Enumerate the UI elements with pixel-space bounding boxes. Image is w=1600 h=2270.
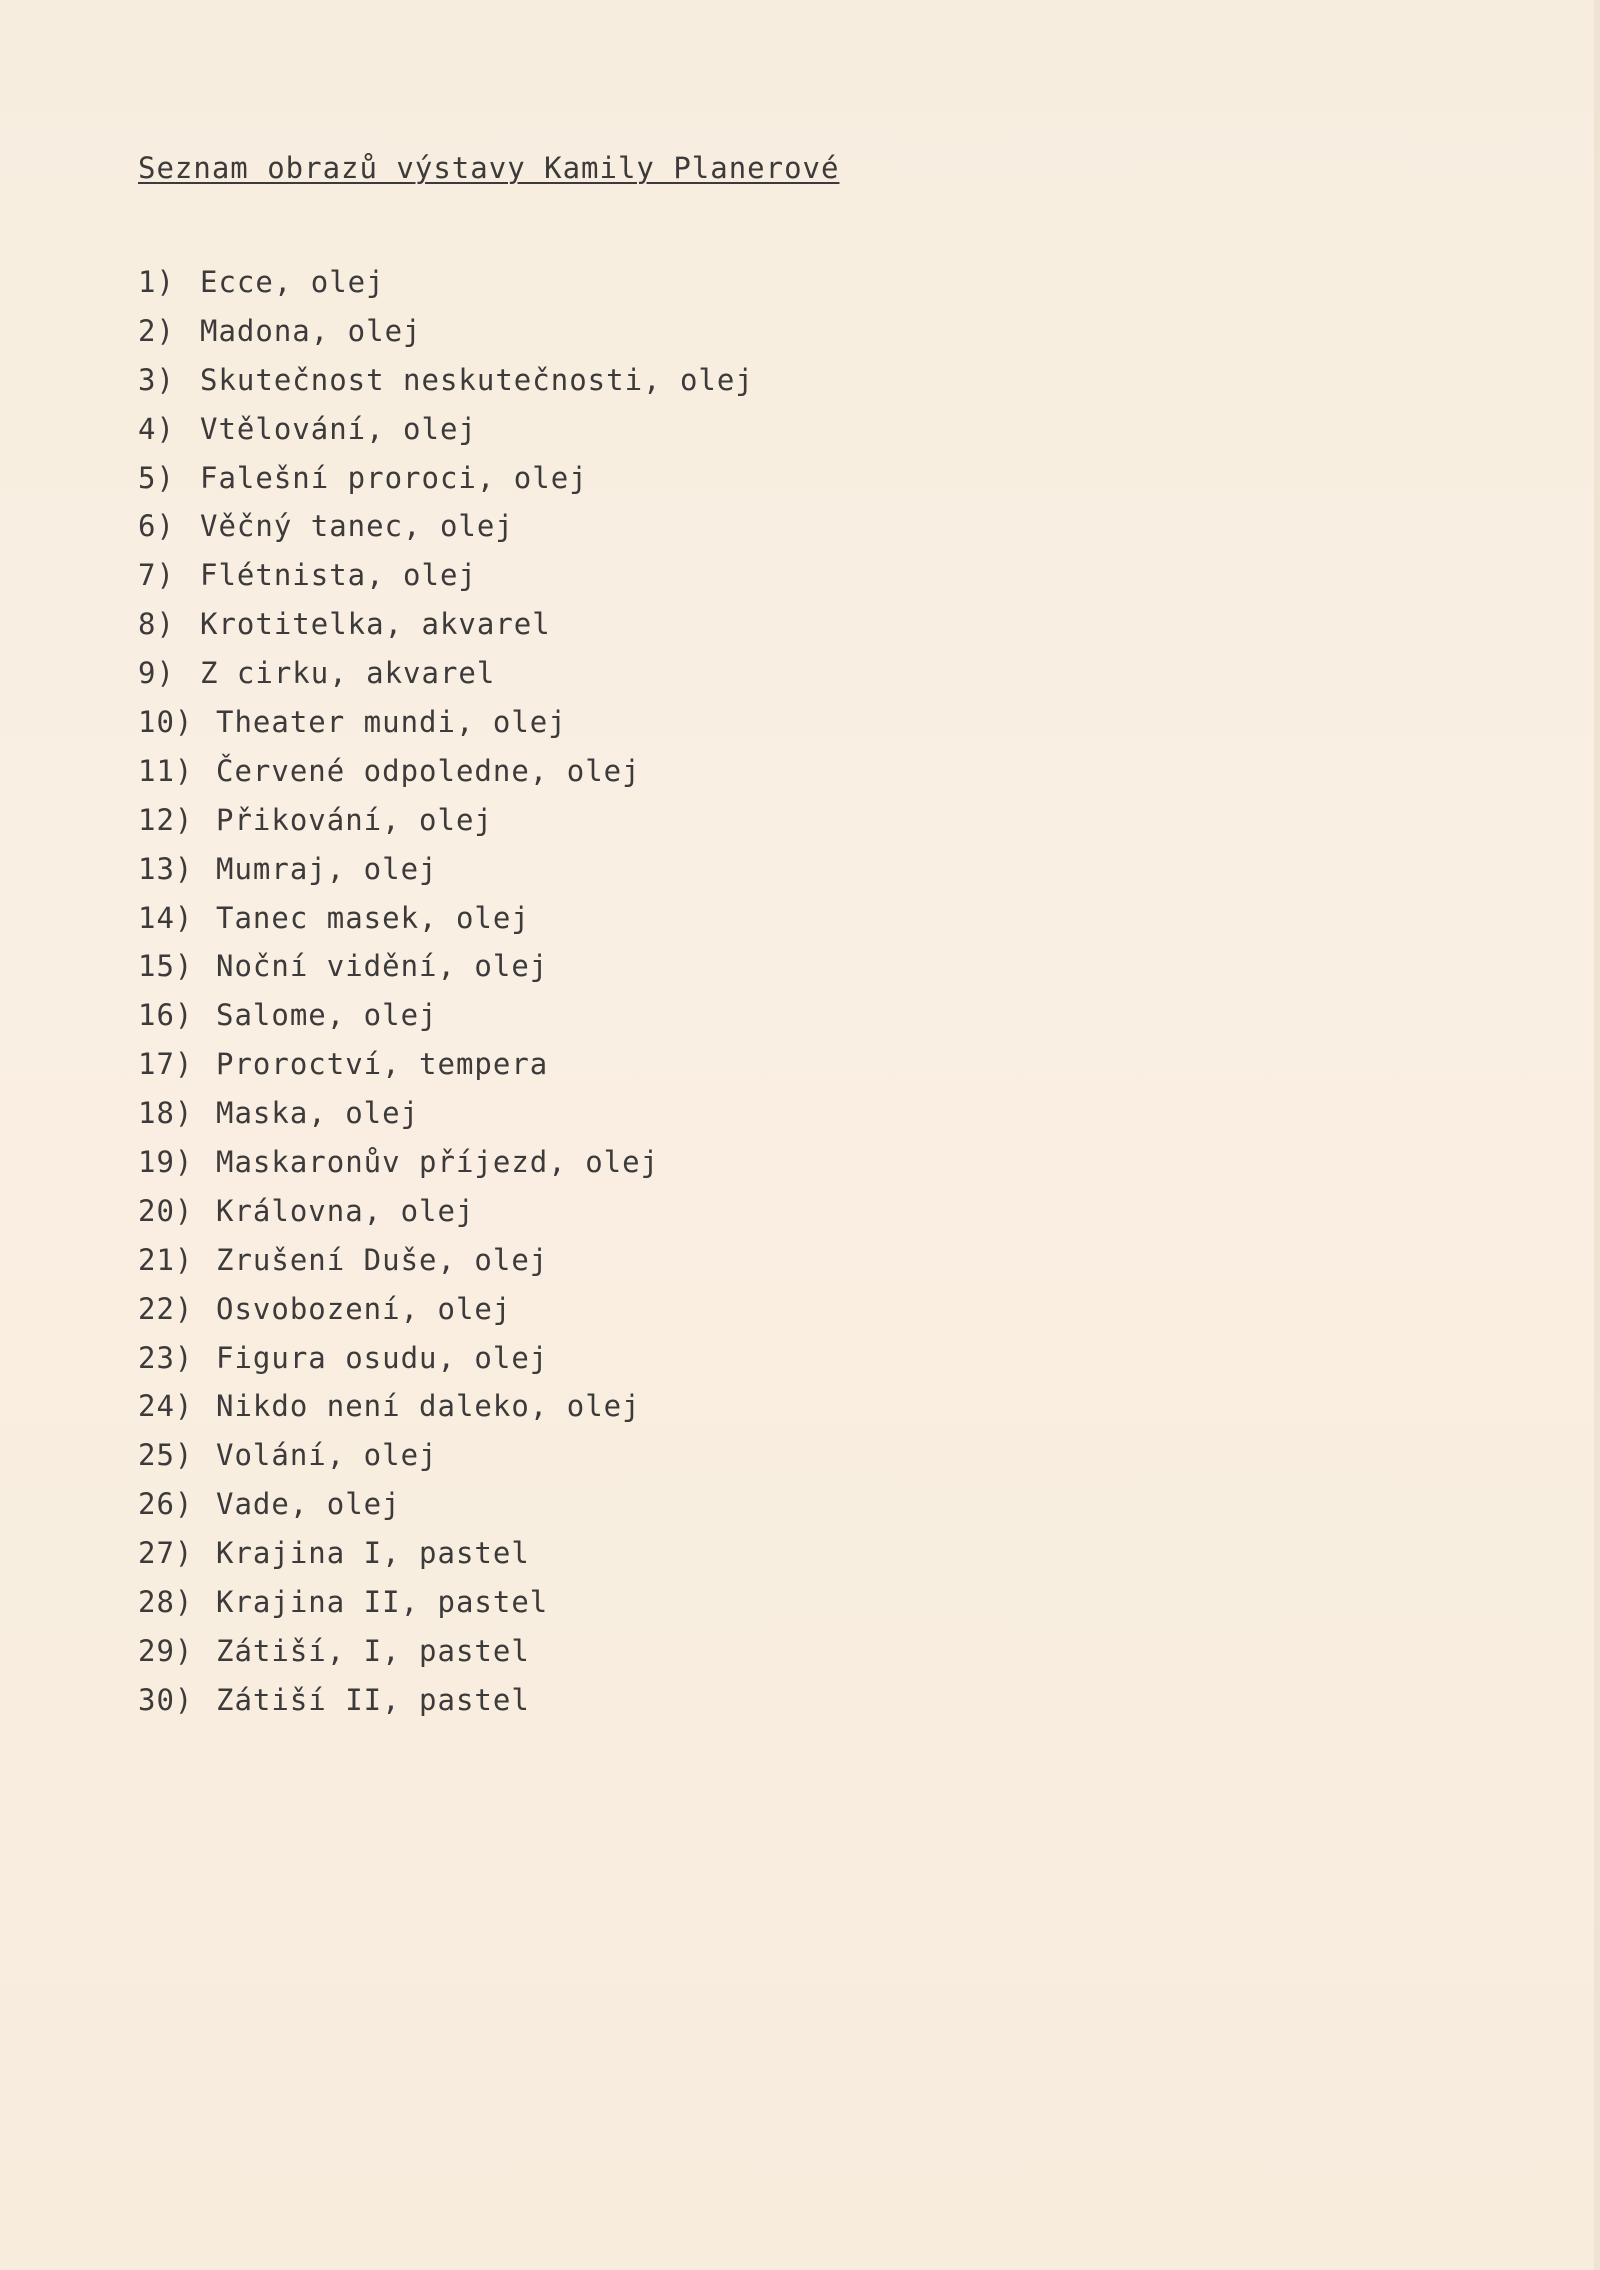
item-text: Nikdo není daleko, olej [216,1389,641,1424]
list-item [138,600,839,649]
item-text: Salome, olej [216,998,438,1033]
item-text: Maska, olej [216,1096,420,1131]
item-number: 10) [138,705,194,740]
list-item [138,1334,839,1383]
sheet-edge [1594,0,1600,2270]
typewritten-document [138,150,839,1725]
list-item [138,307,839,356]
list-item [138,1236,839,1285]
list-item [138,551,839,600]
item-number: 30) [138,1682,194,1717]
list-item [138,894,839,943]
item-text: Osvobození, olej [216,1291,512,1326]
list-item [138,1285,839,1334]
list-item [138,454,839,503]
item-number: 2) [138,313,175,348]
item-number: 6) [138,509,175,544]
list-item [138,502,839,551]
item-text: Věčný tanec, olej [200,509,514,544]
item-text: Maskaronův příjezd, olej [216,1145,660,1180]
item-text: Mumraj, olej [216,851,438,886]
list-item [138,1089,839,1138]
item-text: Královna, olej [216,1193,475,1228]
item-text: Přikování, olej [216,802,493,837]
item-text: Zátiší II, pastel [216,1682,530,1717]
item-number: 13) [138,851,194,886]
item-number: 22) [138,1291,194,1326]
list-item [138,1040,839,1089]
item-number: 18) [138,1096,194,1131]
list-item [138,1382,839,1431]
list-item [138,356,839,405]
item-number: 5) [138,460,175,495]
item-number: 11) [138,753,194,788]
item-text: Krotitelka, akvarel [200,607,551,642]
item-text: Krajina I, pastel [216,1536,530,1571]
item-number: 17) [138,1047,194,1082]
item-number: 14) [138,900,194,935]
item-number: 27) [138,1536,194,1571]
item-number: 9) [138,656,175,691]
list-item [138,1578,839,1627]
list-item [138,405,839,454]
item-number: 25) [138,1438,194,1473]
item-text: Krajina II, pastel [216,1585,549,1620]
item-text: Zátiší, I, pastel [216,1633,530,1668]
item-text: Skutečnost neskutečnosti, olej [200,362,754,397]
item-number: 8) [138,607,175,642]
item-text: Tanec masek, olej [216,900,530,935]
item-text: Falešní proroci, olej [200,460,588,495]
item-number: 21) [138,1242,194,1277]
item-text: Vtělování, olej [200,411,477,446]
item-text: Z cirku, akvarel [200,656,496,691]
list-item [138,942,839,991]
item-text: Flétnista, olej [200,558,477,593]
item-text: Červené odpoledne, olej [216,753,641,788]
item-number: 4) [138,411,175,446]
list-item [138,258,839,307]
item-text: Theater mundi, olej [216,705,567,740]
item-number: 7) [138,558,175,593]
list-item [138,1480,839,1529]
item-number: 26) [138,1487,194,1522]
item-number: 20) [138,1193,194,1228]
list-item [138,698,839,747]
list-item [138,796,839,845]
item-text: Figura osudu, olej [216,1340,549,1375]
item-number: 23) [138,1340,194,1375]
document-title: Seznam obrazů výstavy Kamily Planerové [138,151,840,185]
item-number: 29) [138,1633,194,1668]
list-item [138,845,839,894]
list-item [138,1627,839,1676]
item-number: 16) [138,998,194,1033]
item-text: Ecce, olej [200,265,385,299]
painting-list [138,258,839,1725]
item-number: 1) [138,265,175,299]
list-item [138,1187,839,1236]
item-number: 28) [138,1585,194,1620]
item-text: Vade, olej [216,1487,401,1522]
item-number: 24) [138,1389,194,1424]
item-text: Zrušení Duše, olej [216,1242,549,1277]
item-text: Madona, olej [200,313,422,348]
list-item [138,991,839,1040]
item-number: 15) [138,949,194,984]
item-number: 19) [138,1145,194,1180]
list-item [138,1676,839,1725]
item-text: Proroctví, tempera [216,1047,549,1082]
list-item [138,1431,839,1480]
list-item [138,1529,839,1578]
item-number: 12) [138,802,194,837]
list-item [138,649,839,698]
list-item [138,1138,839,1187]
item-text: Volání, olej [216,1438,438,1473]
item-text: Noční vidění, olej [216,949,549,984]
item-number: 3) [138,362,175,397]
list-item [138,747,839,796]
